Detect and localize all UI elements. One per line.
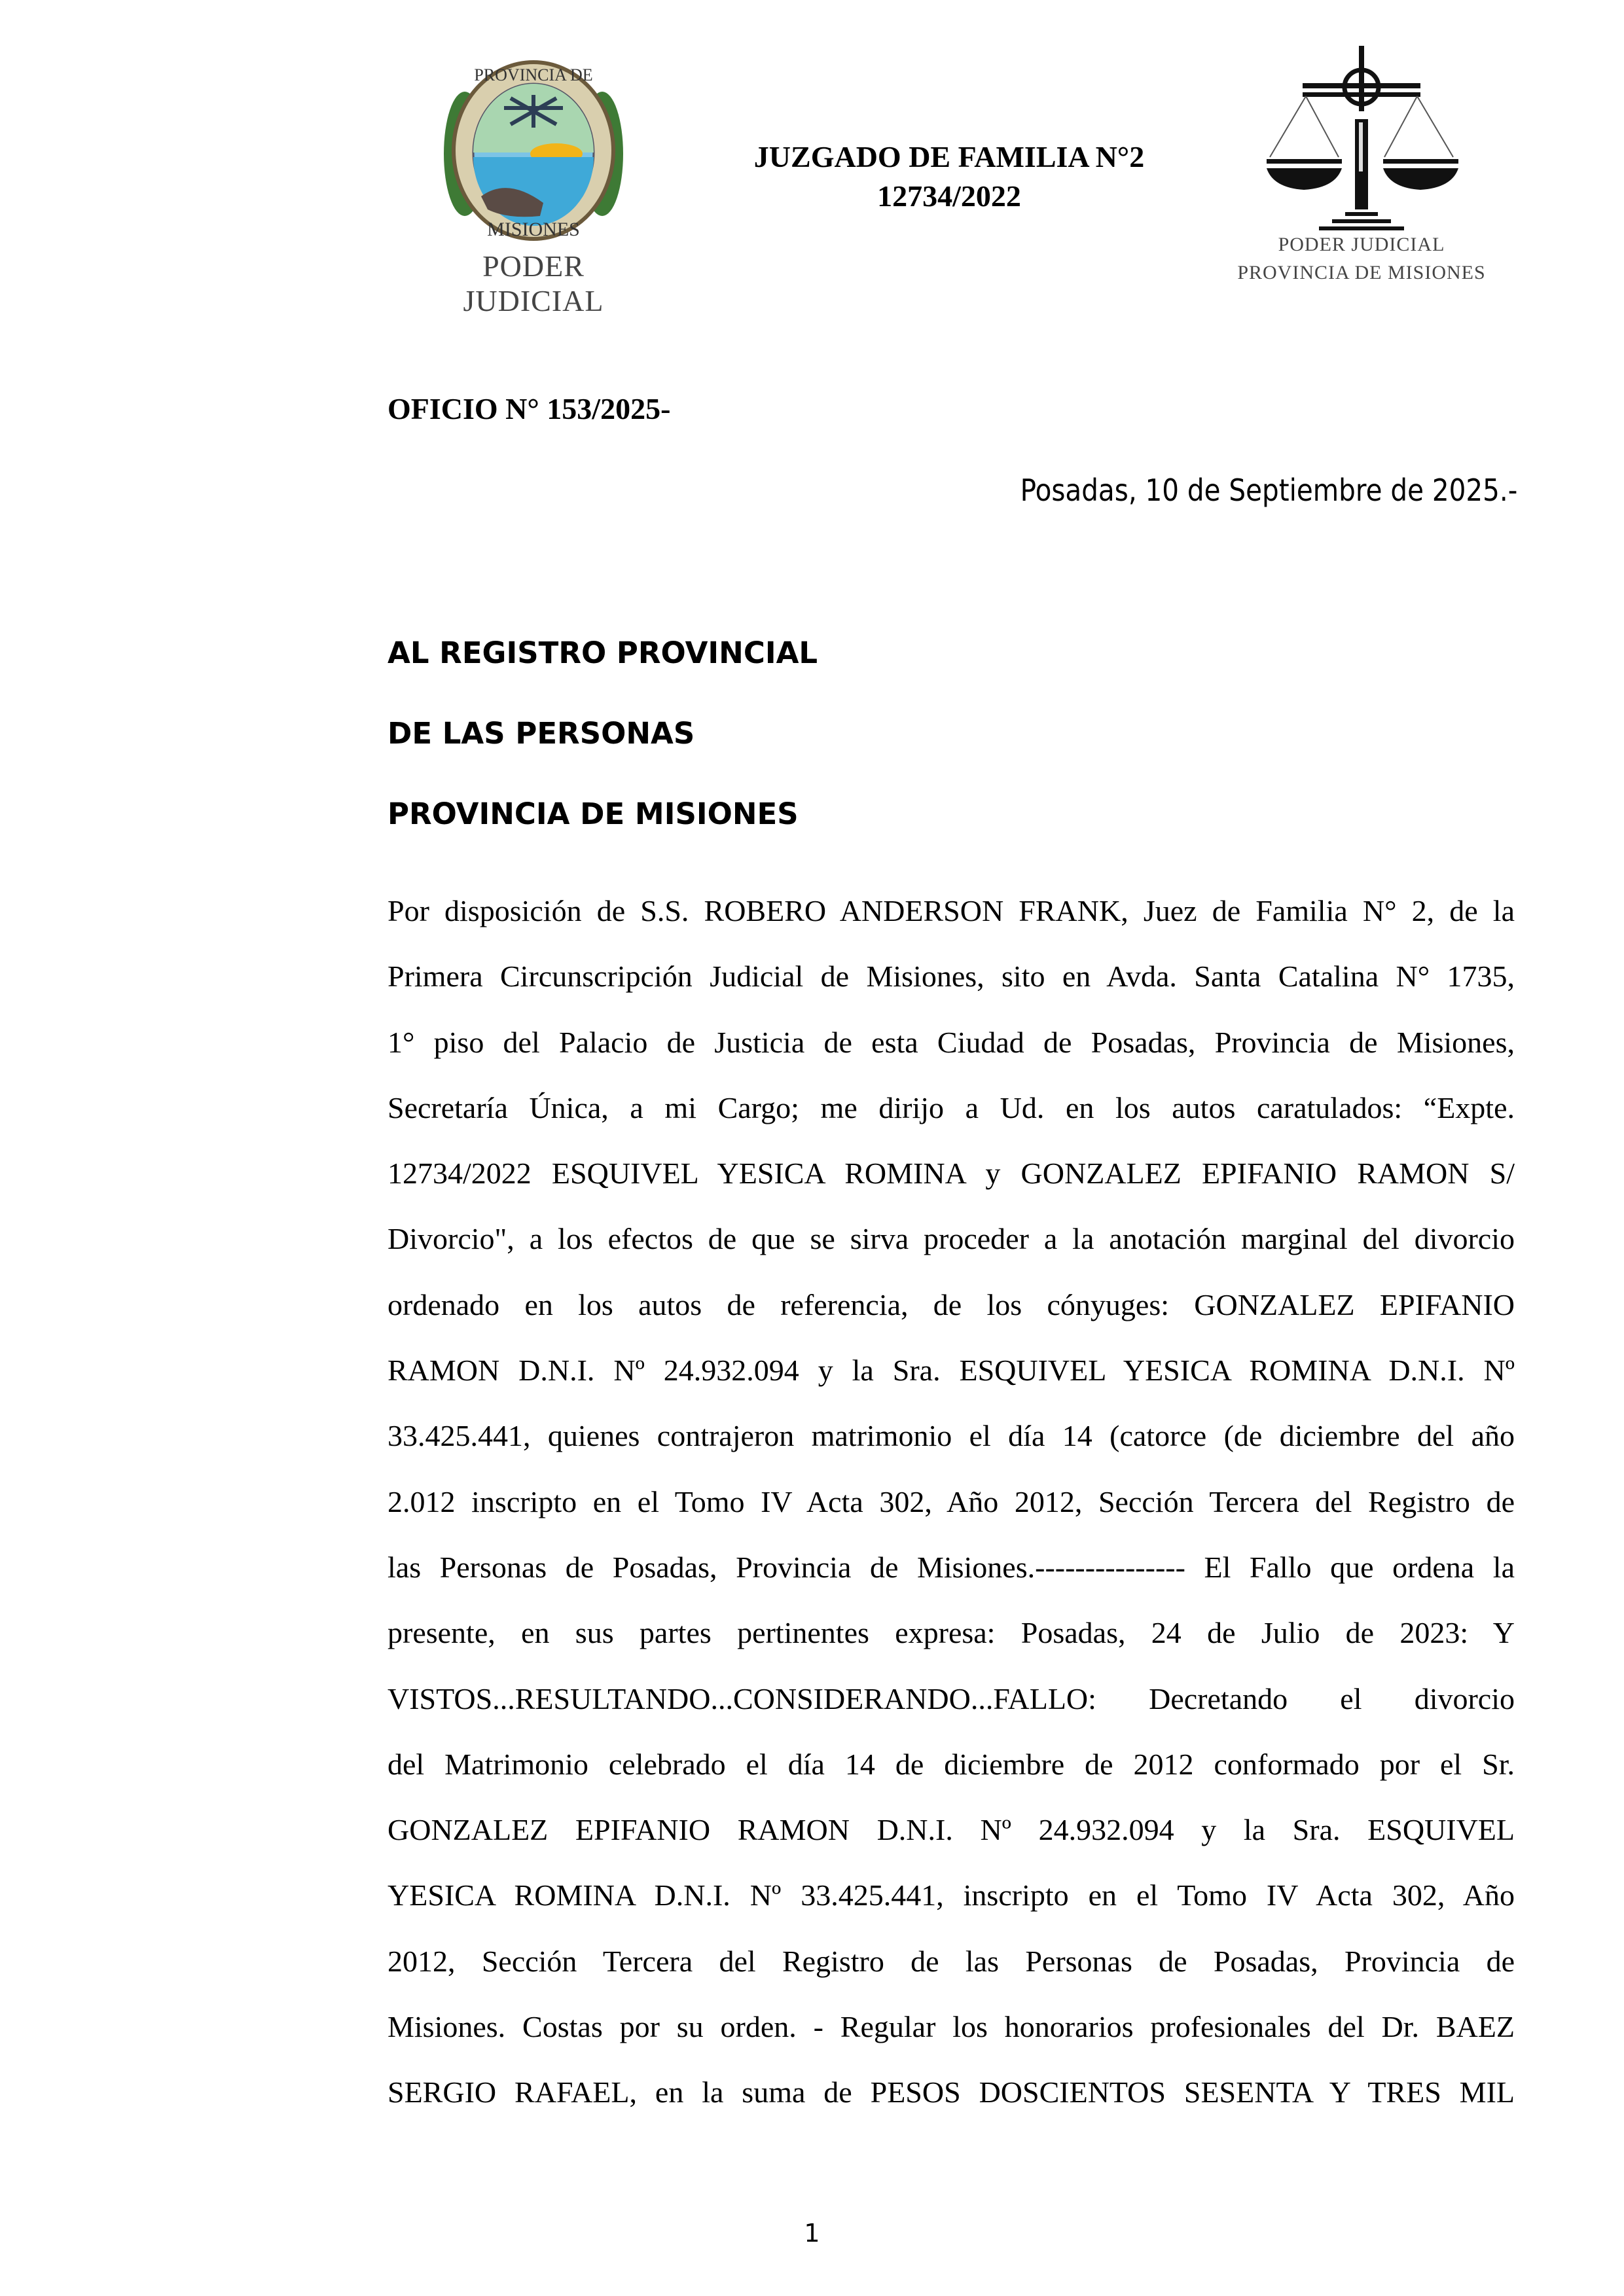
body-line: 12734/2022 ESQUIVEL YESICA ROMINA y GONZALEZ EPIFANIO RAMON S/ bbox=[388, 1157, 1515, 1191]
ring-text-top: PROVINCIA DE bbox=[474, 65, 593, 84]
right-logo-caption-line1: PODER JUDICIAL bbox=[1278, 234, 1445, 255]
body-line: 2012, Sección Tercera del Registro de las Personas de Posadas, Provincia de bbox=[388, 1944, 1515, 1978]
body-paragraph bbox=[388, 878, 1515, 2126]
court-name: JUZGADO DE FAMILIA N°2 bbox=[753, 140, 1145, 173]
body-line: VISTOS...RESULTANDO...CONSIDERANDO...FALLO: Decretando el divorcio bbox=[388, 1681, 1515, 1715]
body-line: ordenado en los autos de referencia, de los cónyuges: GONZALEZ EPIFANIO bbox=[388, 1287, 1515, 1321]
poder-judicial-scales-logo bbox=[1231, 43, 1492, 291]
body-line: 33.425.441, quienes contrajeron matrimonio el día 14 (catorce (de diciembre del año bbox=[388, 1419, 1515, 1453]
body-line: YESICA ROMINA D.N.I. Nº 33.425.441, inscripto en el Tomo IV Acta 302, Año bbox=[388, 1878, 1515, 1912]
body-line: SERGIO RAFAEL, en la suma de PESOS DOSCIENTOS SESENTA Y TRES MIL bbox=[388, 2075, 1515, 2109]
case-number: 12734/2022 bbox=[877, 179, 1021, 213]
body-line: Secretaría Única, a mi Cargo; me dirijo a Ud. en los autos caratulados: “Expte. bbox=[388, 1090, 1515, 1124]
recipient-line: DE LAS PERSONAS bbox=[388, 716, 695, 751]
recipient-line: AL REGISTRO PROVINCIAL bbox=[388, 636, 818, 670]
provincia-de-misiones-coat-of-arms-icon bbox=[409, 56, 658, 245]
ring-text-bottom: MISIONES bbox=[487, 219, 580, 240]
body-line: Misiones. Costas por su orden. - Regular los honorarios profesionales del Dr. BAEZ bbox=[388, 2010, 1515, 2044]
poder-judicial-coat-of-arms-logo bbox=[409, 56, 658, 317]
body-line: 2.012 inscripto en el Tomo IV Acta 302, Año 2012, Sección Tercera del Registro de bbox=[388, 1484, 1515, 1518]
document-date: Posadas, 10 de Septiembre de 2025.- bbox=[1020, 473, 1517, 508]
body-line: GONZALEZ EPIFANIO RAMON D.N.I. Nº 24.932.094 y la Sra. ESQUIVEL bbox=[388, 1813, 1515, 1847]
recipient-line: PROVINCIA DE MISIONES bbox=[388, 797, 799, 831]
body-line: Divorcio", a los efectos de que se sirva proceder a la anotación marginal del divorcio bbox=[388, 1222, 1515, 1256]
recipient-block bbox=[388, 634, 818, 875]
right-logo-caption-line2: PROVINCIA DE MISIONES bbox=[1237, 262, 1486, 283]
left-logo-caption: PODER JUDICIAL bbox=[463, 249, 604, 317]
scales-of-justice-icon bbox=[1231, 43, 1492, 232]
body-line: 1° piso del Palacio de Justicia de esta Ciudad de Posadas, Provincia de Misiones, bbox=[388, 1025, 1515, 1059]
body-line: presente, en sus partes pertinentes expresa: Posadas, 24 de Julio de 2023: Y bbox=[388, 1616, 1515, 1650]
body-line: RAMON D.N.I. Nº 24.932.094 y la Sra. ESQUIVEL YESICA ROMINA D.N.I. Nº bbox=[388, 1354, 1515, 1388]
body-line: Por disposición de S.S. ROBERO ANDERSON FRANK, Juez de Familia N° 2, de la bbox=[388, 894, 1515, 927]
page-number: 1 bbox=[804, 2219, 820, 2248]
oficio-number: OFICIO N° 153/2025- bbox=[388, 392, 671, 425]
body-line: del Matrimonio celebrado el día 14 de diciembre de 2012 conformado por el Sr. bbox=[388, 1747, 1515, 1781]
body-line: Primera Circunscripción Judicial de Misiones, sito en Avda. Santa Catalina N° 1735, bbox=[388, 960, 1515, 994]
court-header bbox=[687, 137, 1211, 216]
body-line: las Personas de Posadas, Provincia de Misiones.--------------- El Fallo que ordena la bbox=[388, 1550, 1515, 1584]
